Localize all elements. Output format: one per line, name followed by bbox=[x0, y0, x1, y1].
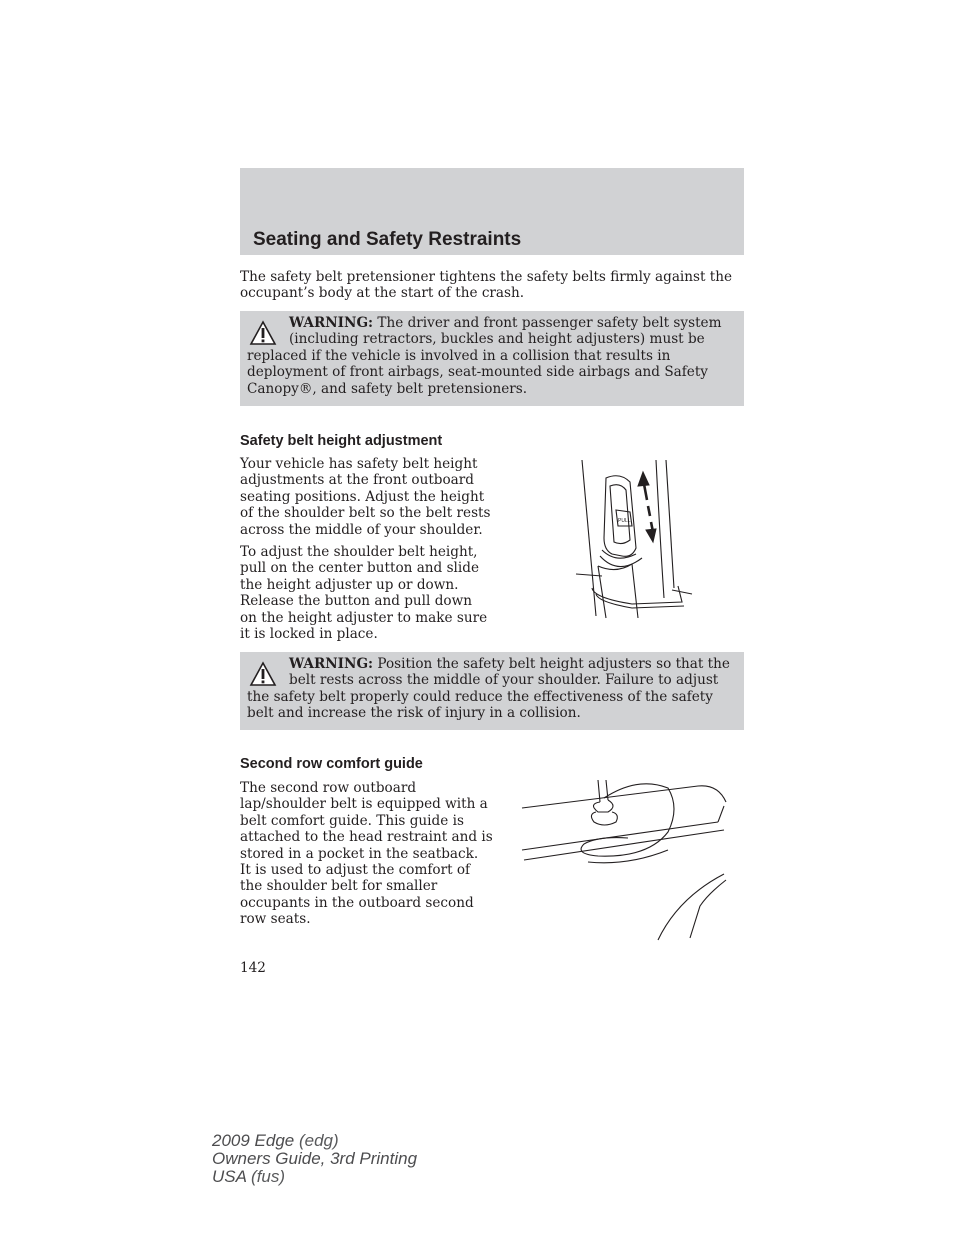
warning-text bbox=[247, 689, 732, 722]
text-line: pull on the center button and slide bbox=[240, 560, 479, 577]
text-line: adjustments at the front outboard bbox=[240, 472, 474, 489]
text-line: across the middle of your shoulder. bbox=[240, 521, 483, 538]
footer-market: USA bbox=[212, 1167, 247, 1186]
warning-label: WARNING: bbox=[289, 656, 374, 672]
text-line: belt comfort guide. This guide is bbox=[240, 812, 464, 829]
belt-height-paragraph-2 bbox=[240, 544, 487, 642]
document-footer bbox=[212, 1132, 417, 1186]
comfort-guide-illustration bbox=[518, 778, 728, 942]
warning-text bbox=[247, 656, 732, 672]
text-line: replaced if the vehicle is involved in a collision that results in bbox=[247, 347, 671, 364]
warning-triangle-icon bbox=[249, 320, 277, 346]
text-line: The second row outboard bbox=[240, 780, 417, 796]
text-line: belt and increase the risk of injury in a collision. bbox=[247, 705, 581, 722]
text-line: the safety belt properly could reduce the effectiveness of the safety bbox=[247, 688, 713, 705]
text-line: row seats. bbox=[240, 911, 311, 928]
warning-label: WARNING: bbox=[289, 315, 374, 331]
footer-line bbox=[212, 1168, 417, 1186]
text-line: The driver and front passenger safety belt system bbox=[373, 315, 722, 331]
text-line: seating positions. Adjust the height bbox=[240, 488, 485, 505]
text-line: of the shoulder belt so the belt rests bbox=[240, 505, 491, 522]
text-line: Canopy®, and safety belt pretensioners. bbox=[247, 380, 528, 397]
warning-text bbox=[247, 315, 732, 331]
warning-text bbox=[247, 331, 732, 347]
text-line: the height adjuster up or down. bbox=[240, 576, 459, 593]
warning-text bbox=[247, 348, 732, 397]
text-line: To adjust the shoulder belt height, bbox=[240, 544, 478, 560]
footer-market-code: (fus) bbox=[246, 1167, 286, 1186]
text-line: Release the button and pull down bbox=[240, 593, 472, 610]
footer-model: 2009 Edge bbox=[212, 1131, 295, 1150]
text-line: The safety belt pretensioner tightens the safety belts firmly against the bbox=[240, 269, 733, 285]
text-line: attached to the head restraint and is bbox=[240, 829, 493, 846]
text-line: occupants in the outboard second bbox=[240, 894, 474, 911]
text-line: Position the safety belt height adjusters so that the bbox=[373, 656, 730, 672]
warning-box-pretensioner bbox=[240, 311, 744, 406]
text-line: (including retractors, buckles and height adjusters) must be bbox=[289, 331, 705, 348]
page-number: 142 bbox=[240, 960, 266, 976]
section-title: Seating and Safety Restraints bbox=[253, 229, 522, 250]
text-line: occupant’s body at the start of the crash. bbox=[240, 285, 525, 302]
heading-belt-height-adjustment: Safety belt height adjustment bbox=[240, 433, 443, 449]
heading-second-row-comfort-guide: Second row comfort guide bbox=[240, 756, 423, 772]
text-line: it is locked in place. bbox=[240, 626, 378, 643]
footer-line bbox=[212, 1132, 417, 1150]
text-line: Your vehicle has safety belt height bbox=[240, 456, 478, 472]
text-line: lap/shoulder belt is equipped with a bbox=[240, 796, 488, 813]
comfort-guide-paragraph bbox=[240, 780, 493, 928]
warning-triangle-icon bbox=[249, 661, 277, 687]
footer-line bbox=[212, 1150, 417, 1168]
intro-paragraph bbox=[240, 269, 732, 302]
warning-text bbox=[247, 672, 732, 688]
text-line: deployment of front airbags, seat-mounted side airbags and Safety bbox=[247, 364, 708, 381]
text-line: stored in a pocket in the seatback. bbox=[240, 845, 479, 862]
text-line: on the height adjuster to make sure bbox=[240, 609, 488, 626]
footer-model-code: (edg) bbox=[294, 1131, 339, 1150]
text-line: It is used to adjust the comfort of bbox=[240, 862, 471, 879]
illus-pull-label: PULL bbox=[618, 518, 631, 524]
text-line: the shoulder belt for smaller bbox=[240, 878, 438, 895]
section-header-band bbox=[240, 168, 744, 255]
footer-printing: Owners Guide, 3rd Printing bbox=[212, 1149, 418, 1168]
warning-box-height-adjuster bbox=[240, 652, 744, 730]
belt-height-adjuster-illustration bbox=[572, 458, 696, 620]
text-line: belt rests across the middle of your shoulder. Failure to adjust bbox=[289, 672, 719, 689]
belt-height-paragraph-1 bbox=[240, 456, 490, 538]
